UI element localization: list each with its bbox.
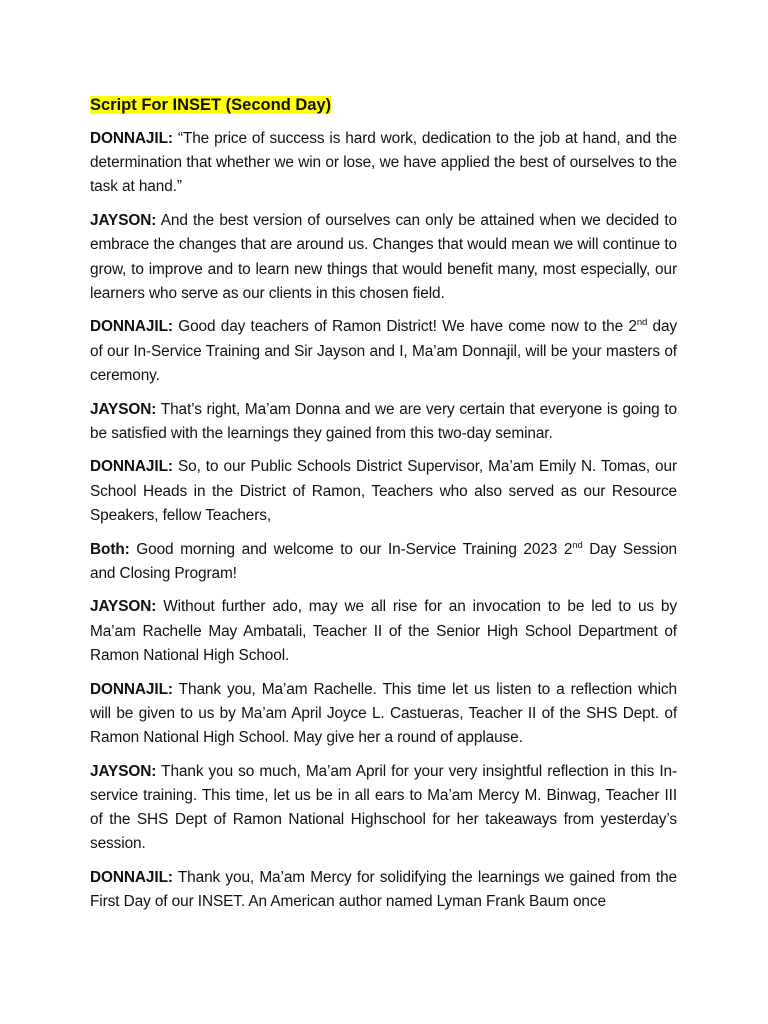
script-paragraph [90,678,677,751]
speaker-label: Both: [90,540,130,558]
script-paragraph [90,455,677,528]
speaker-label: DONNAJIL: [90,458,173,476]
speaker-label: DONNAJIL: [90,680,173,698]
ordinal-suffix: nd [572,539,583,551]
dialogue-text: And the best version of ourselves can only be attained when we decided to embrace the changes that are around us. Changes that would mean we will continue to grow, to improve and to learn new things that would benefit many, most especially, our learners who serve as our clients in this chosen field. [90,212,677,302]
speaker-label: JAYSON: [90,212,157,230]
speaker-label: DONNAJIL: [90,130,173,147]
dialogue-text: Without further ado, may we all rise for an invocation to be led to us by Ma’am Rachelle May Ambatali, Teacher II of the Senior High School Department of Ramon National High School. [90,598,677,664]
script-paragraph [90,538,677,586]
dialogue-text: Thank you, Ma’am Mercy for solidifying the learnings we gained from the First Day of our INSET. An American author named Lyman Frank Baum once [90,868,677,911]
title-highlight: Script For INSET (Second Day) [90,96,332,114]
script-paragraph [90,315,677,388]
speaker-label: DONNAJIL: [90,318,173,336]
dialogue-text: Good day teachers of Ramon District! We have come now to the 2 [172,318,637,336]
speaker-label: DONNAJIL: [90,868,173,886]
script-paragraph [90,398,677,446]
dialogue-text-continued: day of our In-Service Training and Sir Jayson and I, Ma’am Donnajil, will be your masters of ceremony. [90,318,677,384]
dialogue-text: Good morning and welcome to our In-Service Training 2023 2 [129,540,573,558]
document-page [90,93,677,924]
script-paragraph [90,866,677,914]
script-paragraph [90,595,677,668]
dialogue-text: Thank you, Ma’am Rachelle. This time let us listen to a reflection which will be given to us by Ma’am April Joyce L. Castueras, Teacher II of the SHS Dept. of Ramon National High School. May give her a round of applause. [90,680,677,746]
speaker-label: JAYSON: [90,762,157,780]
script-paragraph [90,760,677,857]
document-title [90,93,677,117]
speaker-label: JAYSON: [90,598,157,616]
dialogue-text: So, to our Public Schools District Supervisor, Ma’am Emily N. Tomas, our School Heads in the District of Ramon, Teachers who also served as our Resource Speakers, fellow Teachers, [90,458,677,524]
dialogue-text: That’s right, Ma’am Donna and we are very certain that everyone is going to be satisfied with the learnings they gained from this two-day seminar. [90,400,677,442]
dialogue-text: Thank you so much, Ma’am April for your very insightful reflection in this In-service training. This time, let us be in all ears to Ma’am Mercy M. Binwag, Teacher III of the SHS Dept of Ramon National Highschool for her takeaways from yesterday’s session. [90,762,677,853]
speaker-label: JAYSON: [90,400,157,418]
ordinal-suffix: nd [636,317,648,329]
dialogue-text: “The price of success is hard work, dedication to the job at hand, and the determination that whether we win or lose, we have applied the best of ourselves to the task at hand.” [90,130,677,196]
dialogue-text-continued: Day Session and Closing Program! [90,540,677,582]
script-paragraph [90,209,677,306]
script-paragraph [90,127,677,200]
